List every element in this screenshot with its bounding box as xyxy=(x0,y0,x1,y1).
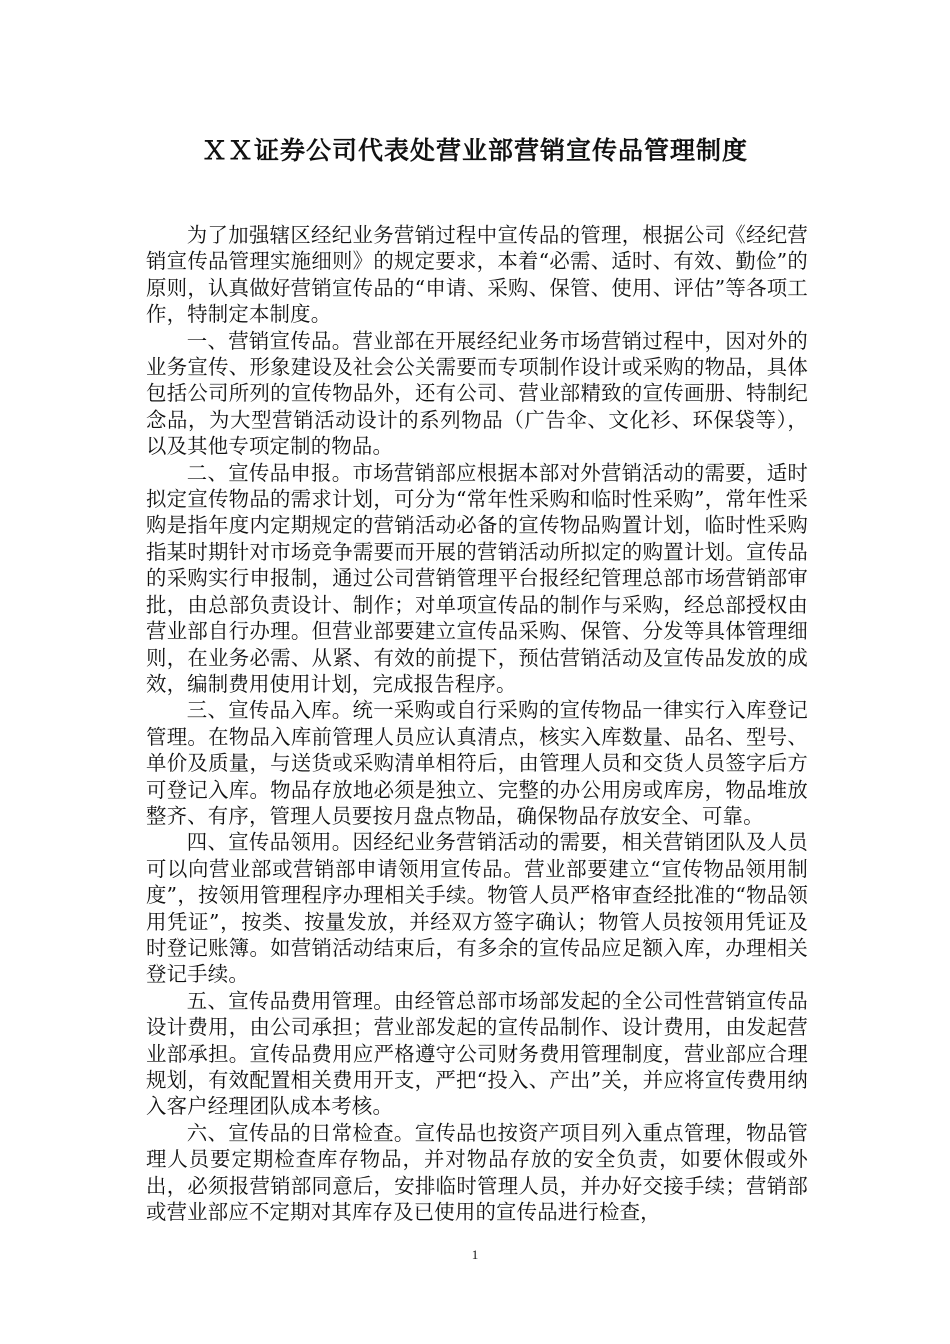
paragraph-intro: 为了加强辖区经纪业务营销过程中宣传品的管理，根据公司《经纪营销宣传品管理实施细则》的规定要求，本着“必需、适时、有效、勤俭”的原则，认真做好营销宣传品的“申请、采购、保管、使用、评估”等各项工作，特制定本制度。 xyxy=(146,223,808,327)
document-body xyxy=(146,222,808,1225)
paragraph-section-4: 四、宣传品领用。因经纪业务营销活动的需要，相关营销团队及人员可以向营业部或营销部申请领用宣传品。营业部要建立“宣传物品领用制度”，按领用管理程序办理相关手续。物管人员严格审查经批准的“物品领用凭证”，按类、按量发放，并经双方签字确认；物管人员按领用凭证及时登记账簿。如营销活动结束后，有多余的宣传品应足额入库，办理相关登记手续。 xyxy=(146,830,808,987)
paragraph-section-1: 一、营销宣传品。营业部在开展经纪业务市场营销过程中，因对外的业务宣传、形象建设及社会公关需要而专项制作设计或采购的物品，具体包括公司所列的宣传物品外，还有公司、营业部精致的宣传画册、特制纪念品，为大型营销活动设计的系列物品（广告伞、文化衫、环保袋等），以及其他专项定制的物品。 xyxy=(146,328,808,459)
paragraph-section-6: 六、宣传品的日常检查。宣传品也按资产项目列入重点管理，物品管理人员要定期检查库存物品，并对物品存放的安全负责，如要休假或外出，必须报营销部同意后，安排临时管理人员，并办好交接手续；营销部或营业部应不定期对其库存及已使用的宣传品进行检查， xyxy=(146,1120,808,1225)
paragraph-section-5: 五、宣传品费用管理。由经管总部市场部发起的全公司性营销宣传品设计费用，由公司承担；营业部发起的宣传品制作、设计费用，由发起营业部承担。宣传品费用应严格遵守公司财务费用管理制度，营业部应合理规划，有效配置相关费用开支，严把“投入、产出”关，并应将宣传费用纳入客户经理团队成本考核。 xyxy=(146,988,808,1119)
paragraph-section-3: 三、宣传品入库。统一采购或自行采购的宣传物品一律实行入库登记管理。在物品入库前管理人员应认真清点，核实入库数量、品名、型号、单价及质量，与送货或采购清单相符后，由管理人员和交货人员签字后方可登记入库。物品存放地必须是独立、完整的办公用房或库房，物品堆放整齐、有序，管理人员要按月盘点物品，确保物品存放安全、可靠。 xyxy=(146,698,808,828)
document-title: ＸＸ证券公司代表处营业部营销宣传品管理制度 xyxy=(201,136,748,165)
paragraph-section-2: 二、宣传品申报。市场营销部应根据本部对外营销活动的需要，适时拟定宣传物品的需求计划，可分为“常年性采购和临时性采购”，常年性采购是指年度内定期规定的营销活动必备的宣传物品购置计划，临时性采购指某时期针对市场竞争需要而开展的营销活动所拟定的购置计划。宣传品的采购实行申报制，通过公司营销管理平台报经纪管理总部市场营销部审批，由总部负责设计、制作；对单项宣传品的制作与采购，经总部授权由营业部自行办理。但营业部要建立宣传品采购、保管、分发等具体管理细则，在业务必需、从紧、有效的前提下，预估营销活动及宣传品发放的成效，编制费用使用计划，完成报告程序。 xyxy=(146,460,808,696)
page-number: 1 xyxy=(471,1247,479,1262)
